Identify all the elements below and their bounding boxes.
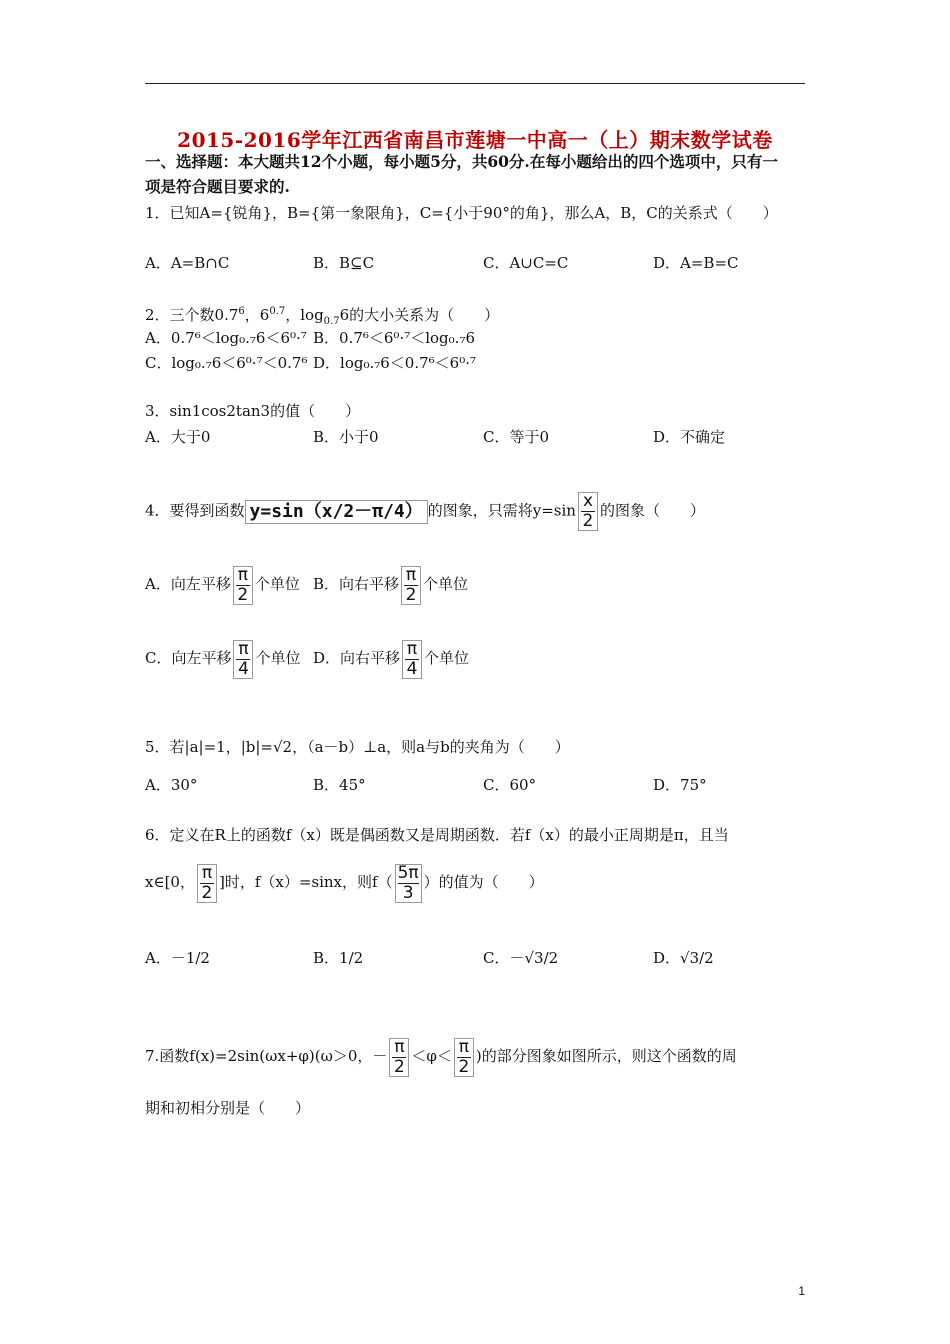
q4-fraction-pi-over-2: $\frac{\pi}{2}$ xyxy=(401,566,421,605)
q4-fraction-pi-over-4: $\frac{\pi}{4}$ xyxy=(402,640,422,679)
q6-stem-line1: 6．定义在R上的函数f（x）既是偶函数又是周期函数．若f（x）的最小正周期是π，且当 xyxy=(145,826,729,844)
q1-option-b: B．B⊆C xyxy=(313,254,375,272)
q4-option-b: B．向右平移 $\frac{\pi}{2}$ 个单位 xyxy=(313,564,469,605)
q5-option-c: C．60° xyxy=(483,776,537,794)
q6-fraction-pi-over-2: $\frac{\pi}{2}$ xyxy=(197,864,217,903)
q6-option-d: D．√3/2 xyxy=(653,949,714,967)
q3-option-b: B．小于0 xyxy=(313,428,379,446)
q6-option-b: B．1/2 xyxy=(313,949,364,967)
q2-option-b: B．0.7⁶＜6⁰·⁷＜log₀.₇6 xyxy=(313,329,475,347)
q7-fraction-pi-over-2: $\frac{\pi}{2}$ xyxy=(454,1038,474,1077)
q2-option-d: D．log₀.₇6＜0.7⁶＜6⁰·⁷ xyxy=(313,354,477,372)
q4-option-c: C．向左平移 $\frac{\pi}{4}$ 个单位 xyxy=(145,638,301,679)
q2-option-a: A．0.7⁶＜log₀.₇6＜6⁰·⁷ xyxy=(145,329,307,347)
q7-stem-line2: 期和初相分别是（ ） xyxy=(145,1099,311,1117)
header-rule xyxy=(145,83,805,84)
q2-stem: 2．三个数$0.7^6$，$6^{0.7}$，$\log_{0.7}6$的大小关系为（ ） xyxy=(145,306,500,327)
q6-option-c: C．－√3/2 xyxy=(483,949,559,967)
q3-option-c: C．等于0 xyxy=(483,428,550,446)
q6-option-a: A．－1/2 xyxy=(145,949,210,967)
q4-stem: 4．要得到函数 y=sin（x/2－π/4） 的图象，只需将y=sin $\frac{x}{2}$ 的图象（ ） xyxy=(145,491,705,531)
q5-option-a: A．30° xyxy=(145,776,198,794)
q4-fraction-pi-over-2: $\frac{\pi}{2}$ xyxy=(233,566,253,605)
q1-option-d: D．A=B=C xyxy=(653,254,739,272)
q4-fraction-pi-over-4: $\frac{\pi}{4}$ xyxy=(233,640,253,679)
q5-option-b: B．45° xyxy=(313,776,366,794)
q6-fraction-5pi-over-3: $\frac{5\pi}{3}$ xyxy=(395,864,422,903)
q4-fraction-x-over-2: $\frac{x}{2}$ xyxy=(578,492,598,531)
q3-option-a: A．大于0 xyxy=(145,428,211,446)
q7-fraction-pi-over-2: $\frac{\pi}{2}$ xyxy=(389,1038,409,1077)
q1-option-c: C．A∪C=C xyxy=(483,254,569,272)
q5-stem: 5．若|a|=1，|b|=√2，（a－b）⊥a，则a与b的夹角为（ ） xyxy=(145,738,570,756)
page-number: 1 xyxy=(798,1284,805,1298)
q1-option-a: A．A=B∩C xyxy=(145,254,230,272)
q4-formula-image: y=sin（x/2－π/4） xyxy=(245,500,428,524)
q3-stem: 3．sin1cos2tan3的值（ ） xyxy=(145,402,361,420)
q2-option-c: C．log₀.₇6＜6⁰·⁷＜0.7⁶ xyxy=(145,354,308,372)
q4-option-d: D．向右平移 $\frac{\pi}{4}$ 个单位 xyxy=(313,638,470,679)
q4-option-a: A．向左平移 $\frac{\pi}{2}$ 个单位 xyxy=(145,564,300,605)
page-title: 2015-2016学年江西省南昌市莲塘一中高一（上）期末数学试卷 xyxy=(177,128,773,152)
section-heading-line2: 项是符合题目要求的. xyxy=(145,177,290,196)
q3-option-d: D．不确定 xyxy=(653,428,726,446)
q6-stem-line2: x∈[0， $\frac{\pi}{2}$ ]时，f（x）=sinx，则f（ $\frac{5\pi}{3}$ ）的值为（ ） xyxy=(145,862,544,903)
section-heading-line1: 一、选择题：本大题共12个小题，每小题5分，共60分.在每小题给出的四个选项中，只有一 xyxy=(145,152,778,171)
q1-stem: 1．已知A={锐角}，B={第一象限角}，C={小于90°的角}，那么A，B，C的关系式（ ） xyxy=(145,204,778,222)
q7-stem-line1: 7.函数f(x)=2sin(ωx+φ)(ω＞0，－ $\frac{\pi}{2}$ ＜φ＜ $\frac{\pi}{2}$ )的部分图象如图所示，则这个函数的周 xyxy=(145,1036,737,1077)
q5-option-d: D．75° xyxy=(653,776,707,794)
